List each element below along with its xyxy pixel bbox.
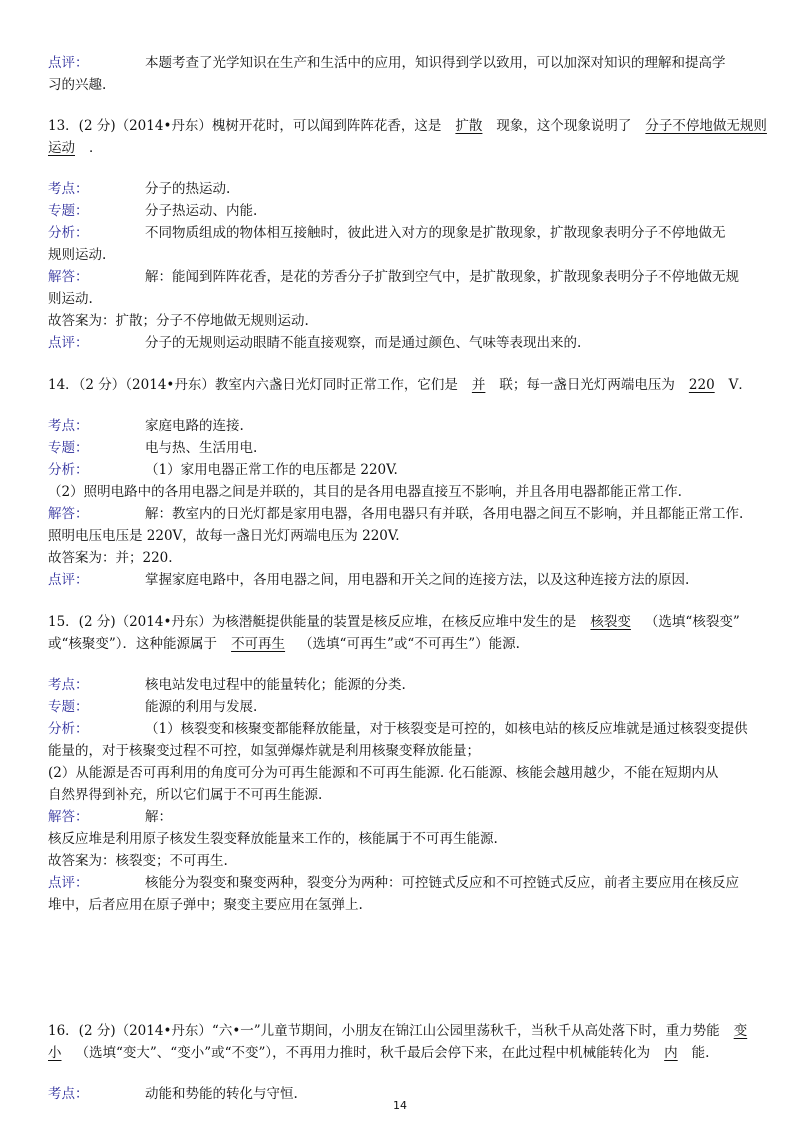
zhuanti-label: 专题： — [48, 440, 89, 456]
answer-blank: 不可再生 — [231, 636, 286, 652]
comment-text: 本题考查了光学知识在生产和生活中的应用，知识得到学以致用，可以加深对知识的理解和提高学 — [145, 55, 726, 71]
kaodian-label: 考点： — [48, 181, 89, 197]
jieda-label: 解答： — [48, 809, 89, 825]
answer-blank: 小 — [48, 1045, 62, 1061]
comment-text: 分子的无规则运动眼睛不能直接观察，而是通过颜色、气味等表现出来的. — [145, 335, 582, 351]
fenxi-text: 不同物质组成的物体相互接触时，彼此进入对方的现象是扩散现象，扩散现象表明分子不停地做无 — [145, 225, 726, 241]
comment-label: 点评： — [48, 572, 89, 588]
kaodian-label: 考点： — [48, 1086, 89, 1102]
answer-blank: 扩散 — [455, 118, 483, 134]
kaodian-label: 考点： — [48, 418, 89, 434]
question-stem: 13．(2 分)（2014•丹东）槐树开花时，可以闻到阵阵花香，这是 扩散 现象，这个现象说明了 分子不停地做无规则 — [48, 118, 767, 134]
comment-label: 点评： — [48, 875, 89, 891]
jieda-text: 解：能闻到阵阵花香，是花的芳香分子扩散到空气中，是扩散现象，扩散现象表明分子不停地做无规 — [145, 269, 739, 285]
fenxi-label: 分析： — [48, 225, 89, 241]
answer-blank: 分子不停地做无规则 — [645, 118, 767, 134]
comment-text: 核能分为裂变和聚变两种，裂变分为两种：可控链式反应和不可控链式反应，前者主要应用在核反应 — [145, 875, 739, 891]
answer-blank: 变 — [733, 1023, 748, 1039]
answer-blank: 核裂变 — [590, 614, 631, 630]
kaodian-text: 分子的热运动. — [145, 181, 231, 197]
jieda-label: 解答： — [48, 506, 89, 522]
fenxi-text: （1）核裂变和核聚变都能释放能量，对于核裂变是可控的，如核电站的核反应堆就是通过核裂变提供 — [145, 721, 748, 737]
answer-blank: 运动 — [48, 140, 75, 156]
comment-text: 掌握家庭电路中，各用电器之间，用电器和开关之间的连接方法，以及这种连接方法的原因. — [145, 572, 690, 588]
comment-label: 点评： — [48, 335, 89, 351]
answer-blank: 并 — [471, 377, 486, 393]
jieda-text: 解： — [145, 809, 172, 825]
jieda-label: 解答： — [48, 269, 89, 285]
comment-text-cont: 习的兴趣. — [48, 77, 107, 93]
zhuanti-label: 专题： — [48, 203, 89, 219]
answer-blank: 内 — [664, 1045, 678, 1061]
page-number: 14 — [393, 1099, 407, 1112]
kaodian-text: 动能和势能的转化与守恒. — [145, 1086, 298, 1102]
zhuanti-label: 专题： — [48, 699, 89, 715]
kaodian-label: 考点： — [48, 677, 89, 693]
fenxi-label: 分析： — [48, 721, 89, 737]
answer-blank: 220 — [688, 377, 715, 393]
zhuanti-text: 能源的利用与发展. — [145, 699, 258, 715]
jieda-text: 解：教室内的日光灯都是家用电器，各用电器只有并联，各用电器之间互不影响，并且都能正常工作. — [145, 506, 744, 522]
comment-label: 点评： — [48, 55, 89, 71]
document-page: 点评： 本题考查了光学知识在生产和生活中的应用，知识得到学以致用，可以加深对知识的理解和提高学 习的兴趣. 13．(2 分)（2014•丹东）槐树开花时，可以闻到阵阵花香，这是 扩散 现象，这个现象说明了 分子不停地做无规则 运动 ． 考点： 分子的热运动. 专题： 分子热运动、内能. 分析： 不同物质组成的物体相互接触时，彼此进入对方的现象是扩散现象，扩散现象表明分子不停地做无 规则运动. 解答： 解：能闻到阵阵花香，是花的芳香分子扩散到空气中，是扩散现象，扩散现象表明分子不停地做无规 则运动. 故答案为：扩散；分子不停地做无规则运动. 点评： 分子的无规则运动眼睛不能直接观察，而是通过颜色、气味等表现出来的. 14．（2 分）（2014•丹东）教室内六盏日光灯同时正常工作，它们是 并 联；每一盏日光灯两端电压为 220 V． 考点： 家庭电路的连接. 专题： 电与热、生活用电. 分析： （1）家用电器正常工作的电压都是 220V. （2）照明电路中的各用电器之间是并联的，其目的是各用电器直接互不影响，并且各用电器都能正常工作. 解答： 解：教室内的日光灯都是家用电器，各用电器只有并联，各用电器之间互不影响，并且都能正常工作. 照明电压电压是 220V，故每一盏日光灯两端电压为 220V. 故答案为：并；220. 点评： 掌握家庭电路中，各用电器之间，用电器和开关之间的连接方法，以及这种连接方法的原因. 15．(2 分)（2014•丹东）为核潜艇提供能量的装置是核反应堆，在核反应堆中发生的是 核裂变 （选填“核裂变” 或“核聚变”）．这种能源属于 不可再生 （选填“可再生”或“不可再生”）能源. 考点： 核电站发电过程中的能量转化；能源的分类. 专题： 能源的利用与发展. 分析： （1）核裂变和核聚变都能释放能量，对于核裂变是可控的，如核电站的核反应堆就是通过核裂变提供 能量的，对于核聚变过程不可控，如氢弹爆炸就是利用核聚变释放能量； (2）从能源是否可再利用的角度可分为可再生能源和不可再生能源. 化石能源、核能会越用越少，不能在短期内从 自然界得到补充，所以它们属于不可再生能源. 解答： 解： 核反应堆是利用原子核发生裂变释放能量来工作的，核能属于不可再生能源. 故答案为：核裂变；不可再生. 点评： 核能分为裂变和聚变两种，裂变分为两种：可控链式反应和不可控链式反应，前者主要应用在核反应 堆中，后者应用在原子弹中；聚变主要应用在氢弹上. 16．(2 分)（2014•丹东）“六•一”儿童节期间，小朋友在锦江山公园里荡秋千，当秋千从高处落下时，重力势能 变 小 （选填“变大”、“变小”或“不变”），不再用力推时，秋千最后会停下来，在此过程中机械能转化为 内 能. 考点： 动能和势能的转化与守恒. 14 — [0, 0, 800, 1132]
kaodian-text: 核电站发电过程中的能量转化；能源的分类. — [145, 677, 406, 693]
zhuanti-text: 分子热运动、内能. — [145, 203, 258, 219]
fenxi-text: （1）家用电器正常工作的电压都是 220V. — [145, 462, 398, 478]
kaodian-text: 家庭电路的连接. — [145, 418, 244, 434]
zhuanti-text: 电与热、生活用电. — [145, 440, 258, 456]
fenxi-label: 分析： — [48, 462, 89, 478]
